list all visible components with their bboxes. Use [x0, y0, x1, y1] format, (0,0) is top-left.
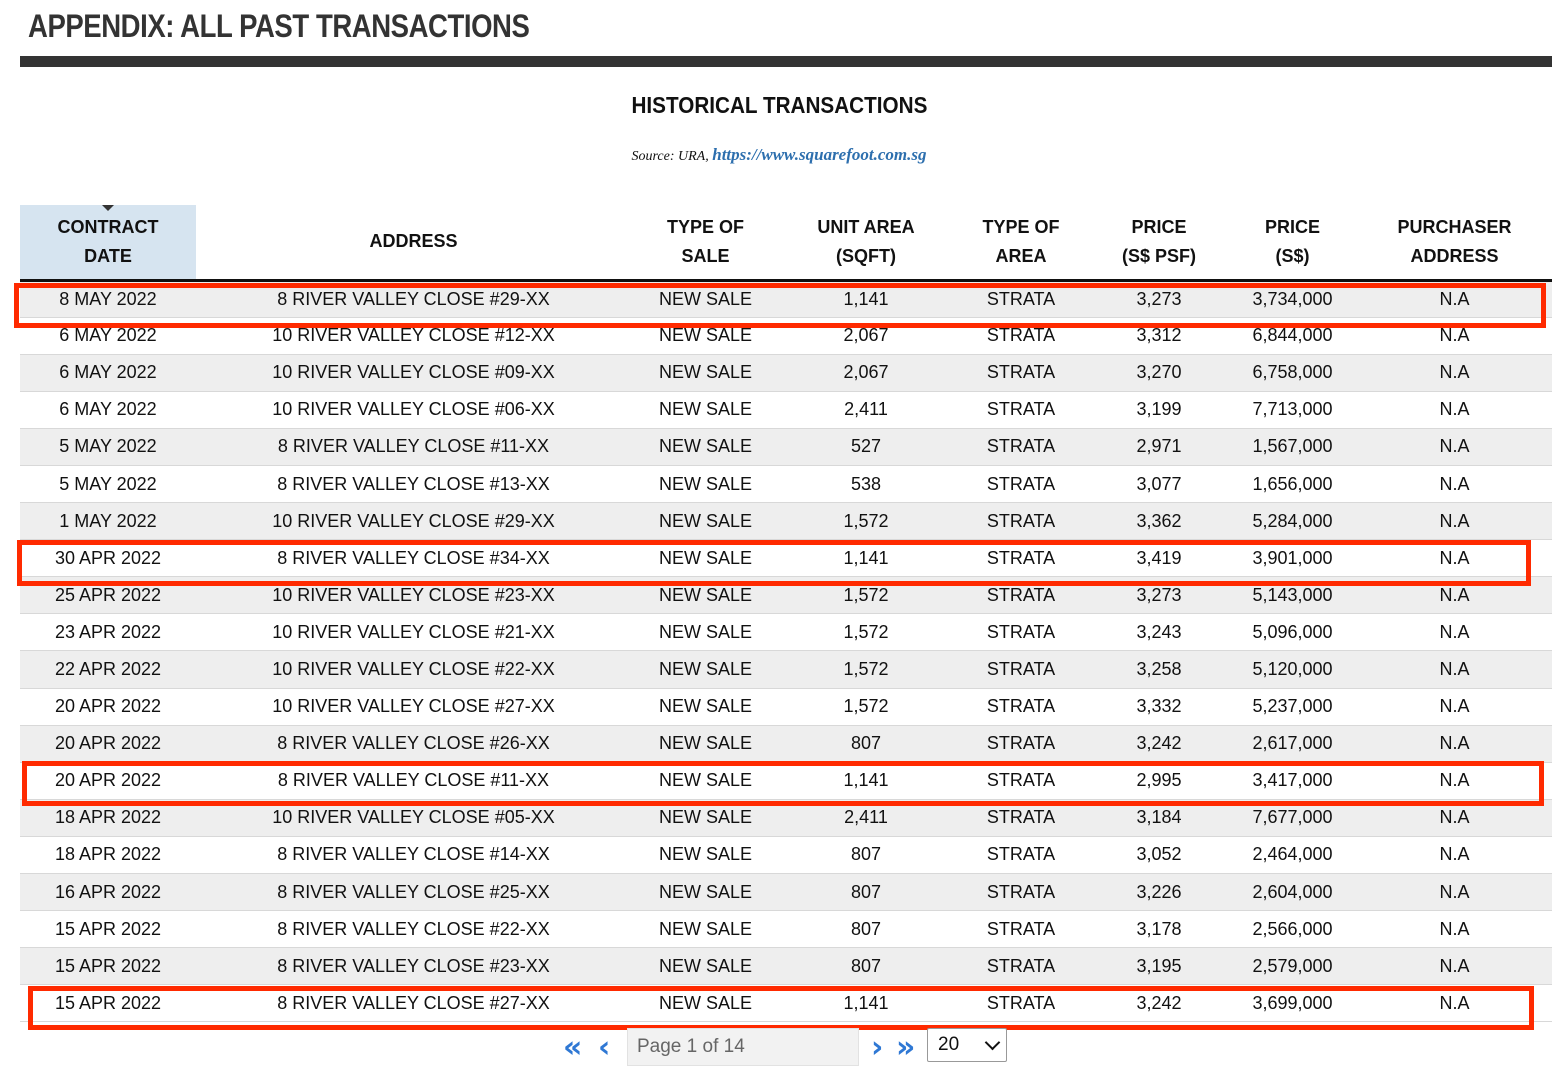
cell-type-of-area: STRATA: [952, 985, 1090, 1022]
cell-type-of-sale: NEW SALE: [631, 762, 780, 799]
sort-descending-icon: [102, 205, 114, 211]
cell-type-of-area: STRATA: [952, 911, 1090, 948]
cell-address: 8 RIVER VALLEY CLOSE #34-XX: [196, 540, 631, 577]
cell-contract-date: 15 APR 2022: [20, 911, 196, 948]
cell-purchaser-address: N.A: [1357, 836, 1552, 873]
table-row[interactable]: [20, 428, 1552, 465]
cell-address: 8 RIVER VALLEY CLOSE #27-XX: [196, 985, 631, 1022]
table-row[interactable]: [20, 354, 1552, 391]
cell-type-of-sale: NEW SALE: [631, 540, 780, 577]
cell-price: 3,699,000: [1228, 985, 1357, 1022]
cell-price: 5,284,000: [1228, 503, 1357, 540]
page-info-field[interactable]: Page 1 of 14: [627, 1028, 859, 1066]
cell-unit-area: 1,141: [780, 540, 952, 577]
chevron-down-icon: [985, 1035, 1001, 1051]
table-row[interactable]: [20, 651, 1552, 688]
cell-price: 6,844,000: [1228, 317, 1357, 354]
cell-purchaser-address: N.A: [1357, 874, 1552, 911]
cell-unit-area: 2,067: [780, 354, 952, 391]
cell-unit-area: 527: [780, 428, 952, 465]
cell-type-of-area: STRATA: [952, 428, 1090, 465]
cell-price: 1,656,000: [1228, 465, 1357, 502]
cell-address: 8 RIVER VALLEY CLOSE #29-XX: [196, 280, 631, 317]
header-price-psf[interactable]: PRICE (S$ PSF): [1090, 205, 1228, 280]
cell-price: 2,604,000: [1228, 874, 1357, 911]
table-row[interactable]: [20, 725, 1552, 762]
cell-price-psf: 3,052: [1090, 836, 1228, 873]
chevron-left-icon[interactable]: ‹: [598, 1030, 611, 1065]
table-row[interactable]: [20, 911, 1552, 948]
cell-price: 5,120,000: [1228, 651, 1357, 688]
appendix-title: APPENDIX: ALL PAST TRANSACTIONS: [28, 8, 530, 44]
cell-type-of-sale: NEW SALE: [631, 725, 780, 762]
table-row[interactable]: [20, 465, 1552, 502]
cell-type-of-area: STRATA: [952, 614, 1090, 651]
cell-price: 5,143,000: [1228, 577, 1357, 614]
page-size-select[interactable]: [927, 1028, 1007, 1062]
table-row[interactable]: [20, 985, 1552, 1022]
cell-price: 3,901,000: [1228, 540, 1357, 577]
cell-type-of-area: STRATA: [952, 465, 1090, 502]
page-size-value: 20: [938, 1034, 960, 1055]
cell-contract-date: 5 MAY 2022: [20, 465, 196, 502]
cell-type-of-area: STRATA: [952, 948, 1090, 985]
cell-contract-date: 18 APR 2022: [20, 799, 196, 836]
cell-purchaser-address: N.A: [1357, 428, 1552, 465]
header-address[interactable]: ADDRESS: [196, 205, 631, 280]
cell-type-of-area: STRATA: [952, 651, 1090, 688]
cell-price-psf: 3,258: [1090, 651, 1228, 688]
cell-purchaser-address: N.A: [1357, 725, 1552, 762]
cell-price-psf: 3,270: [1090, 354, 1228, 391]
table-row[interactable]: [20, 948, 1552, 985]
cell-price-psf: 3,184: [1090, 799, 1228, 836]
table-row[interactable]: [20, 577, 1552, 614]
cell-address: 8 RIVER VALLEY CLOSE #22-XX: [196, 911, 631, 948]
table-title: [0, 92, 1558, 119]
cell-type-of-sale: NEW SALE: [631, 911, 780, 948]
cell-contract-date: 23 APR 2022: [20, 614, 196, 651]
cell-purchaser-address: N.A: [1357, 799, 1552, 836]
cell-type-of-sale: NEW SALE: [631, 280, 780, 317]
cell-price-psf: 3,242: [1090, 985, 1228, 1022]
header-type-of-sale[interactable]: TYPE OF SALE: [631, 205, 780, 280]
header-unit-area[interactable]: UNIT AREA (SQFT): [780, 205, 952, 280]
cell-contract-date: 20 APR 2022: [20, 688, 196, 725]
cell-unit-area: 2,067: [780, 317, 952, 354]
cell-contract-date: 6 MAY 2022: [20, 354, 196, 391]
cell-price-psf: 2,971: [1090, 428, 1228, 465]
cell-price-psf: 3,332: [1090, 688, 1228, 725]
table-row[interactable]: [20, 317, 1552, 354]
cell-type-of-area: STRATA: [952, 354, 1090, 391]
cell-unit-area: 2,411: [780, 391, 952, 428]
cell-address: 10 RIVER VALLEY CLOSE #29-XX: [196, 503, 631, 540]
cell-unit-area: 1,141: [780, 280, 952, 317]
cell-price-psf: 3,273: [1090, 577, 1228, 614]
cell-price: 1,567,000: [1228, 428, 1357, 465]
cell-unit-area: 1,572: [780, 503, 952, 540]
cell-contract-date: 20 APR 2022: [20, 762, 196, 799]
cell-type-of-sale: NEW SALE: [631, 948, 780, 985]
table-row[interactable]: [20, 874, 1552, 911]
cell-address: 10 RIVER VALLEY CLOSE #12-XX: [196, 317, 631, 354]
cell-purchaser-address: N.A: [1357, 317, 1552, 354]
cell-price-psf: 3,362: [1090, 503, 1228, 540]
double-chevron-right-icon[interactable]: »: [896, 1030, 916, 1065]
cell-price-psf: 3,273: [1090, 280, 1228, 317]
cell-address: 8 RIVER VALLEY CLOSE #14-XX: [196, 836, 631, 873]
cell-purchaser-address: N.A: [1357, 465, 1552, 502]
cell-contract-date: 20 APR 2022: [20, 725, 196, 762]
cell-type-of-area: STRATA: [952, 762, 1090, 799]
cell-type-of-sale: NEW SALE: [631, 503, 780, 540]
cell-unit-area: 807: [780, 948, 952, 985]
cell-unit-area: 807: [780, 874, 952, 911]
double-chevron-left-icon[interactable]: «: [563, 1030, 583, 1065]
cell-purchaser-address: N.A: [1357, 762, 1552, 799]
cell-price: 6,758,000: [1228, 354, 1357, 391]
cell-address: 8 RIVER VALLEY CLOSE #11-XX: [196, 428, 631, 465]
cell-type-of-sale: NEW SALE: [631, 428, 780, 465]
cell-address: 10 RIVER VALLEY CLOSE #22-XX: [196, 651, 631, 688]
cell-contract-date: 22 APR 2022: [20, 651, 196, 688]
cell-address: 8 RIVER VALLEY CLOSE #26-XX: [196, 725, 631, 762]
source-line: [0, 145, 1558, 165]
cell-price: 2,579,000: [1228, 948, 1357, 985]
table-row[interactable]: [20, 688, 1552, 725]
chevron-right-icon[interactable]: ›: [871, 1030, 884, 1065]
cell-price: 2,464,000: [1228, 836, 1357, 873]
cell-type-of-sale: NEW SALE: [631, 688, 780, 725]
cell-unit-area: 1,572: [780, 614, 952, 651]
table-row[interactable]: [20, 503, 1552, 540]
cell-price: 3,417,000: [1228, 762, 1357, 799]
table-row[interactable]: [20, 799, 1552, 836]
header-type-of-area[interactable]: TYPE OF AREA: [952, 205, 1090, 280]
cell-address: 10 RIVER VALLEY CLOSE #05-XX: [196, 799, 631, 836]
cell-type-of-sale: NEW SALE: [631, 874, 780, 911]
cell-contract-date: 15 APR 2022: [20, 985, 196, 1022]
cell-type-of-sale: NEW SALE: [631, 391, 780, 428]
cell-price-psf: 3,199: [1090, 391, 1228, 428]
pagination-bar: [0, 1028, 1558, 1068]
cell-price-psf: 3,243: [1090, 614, 1228, 651]
cell-type-of-area: STRATA: [952, 280, 1090, 317]
cell-unit-area: 807: [780, 725, 952, 762]
cell-type-of-area: STRATA: [952, 503, 1090, 540]
table-title-text: HISTORICAL TRANSACTIONS: [631, 92, 927, 118]
cell-type-of-area: STRATA: [952, 317, 1090, 354]
cell-type-of-area: STRATA: [952, 836, 1090, 873]
cell-purchaser-address: N.A: [1357, 577, 1552, 614]
cell-price-psf: 3,419: [1090, 540, 1228, 577]
table-row[interactable]: [20, 836, 1552, 873]
cell-purchaser-address: N.A: [1357, 503, 1552, 540]
cell-purchaser-address: N.A: [1357, 948, 1552, 985]
cell-type-of-area: STRATA: [952, 874, 1090, 911]
cell-address: 8 RIVER VALLEY CLOSE #23-XX: [196, 948, 631, 985]
cell-unit-area: 1,572: [780, 688, 952, 725]
source-prefix: Source: URA,: [631, 149, 709, 164]
transactions-table: [20, 205, 1552, 1022]
cell-contract-date: 6 MAY 2022: [20, 391, 196, 428]
transactions-table-wrapper: [20, 205, 1552, 1022]
cell-address: 10 RIVER VALLEY CLOSE #23-XX: [196, 577, 631, 614]
cell-unit-area: 1,572: [780, 577, 952, 614]
cell-address: 10 RIVER VALLEY CLOSE #27-XX: [196, 688, 631, 725]
cell-address: 10 RIVER VALLEY CLOSE #21-XX: [196, 614, 631, 651]
table-row[interactable]: [20, 280, 1552, 317]
header-price[interactable]: PRICE (S$): [1228, 205, 1357, 280]
table-body: [20, 280, 1552, 1022]
cell-purchaser-address: N.A: [1357, 354, 1552, 391]
cell-purchaser-address: N.A: [1357, 688, 1552, 725]
table-row[interactable]: [20, 391, 1552, 428]
cell-price-psf: 3,178: [1090, 911, 1228, 948]
cell-type-of-sale: NEW SALE: [631, 836, 780, 873]
cell-purchaser-address: N.A: [1357, 651, 1552, 688]
cell-address: 10 RIVER VALLEY CLOSE #06-XX: [196, 391, 631, 428]
cell-price-psf: 3,195: [1090, 948, 1228, 985]
cell-price: 2,566,000: [1228, 911, 1357, 948]
cell-type-of-sale: NEW SALE: [631, 651, 780, 688]
cell-unit-area: 1,141: [780, 762, 952, 799]
cell-type-of-sale: NEW SALE: [631, 614, 780, 651]
source-link[interactable]: https://www.squarefoot.com.sg: [712, 145, 927, 164]
cell-address: 10 RIVER VALLEY CLOSE #09-XX: [196, 354, 631, 391]
cell-type-of-sale: NEW SALE: [631, 985, 780, 1022]
cell-address: 8 RIVER VALLEY CLOSE #11-XX: [196, 762, 631, 799]
cell-unit-area: 2,411: [780, 799, 952, 836]
title-divider-bar: [20, 56, 1552, 67]
cell-unit-area: 1,572: [780, 651, 952, 688]
cell-purchaser-address: N.A: [1357, 391, 1552, 428]
cell-purchaser-address: N.A: [1357, 985, 1552, 1022]
table-row[interactable]: [20, 614, 1552, 651]
cell-type-of-area: STRATA: [952, 725, 1090, 762]
cell-contract-date: 18 APR 2022: [20, 836, 196, 873]
cell-contract-date: 30 APR 2022: [20, 540, 196, 577]
header-purchaser-address[interactable]: PURCHASER ADDRESS: [1357, 205, 1552, 280]
cell-price: 7,713,000: [1228, 391, 1357, 428]
table-row[interactable]: [20, 762, 1552, 799]
cell-contract-date: 1 MAY 2022: [20, 503, 196, 540]
cell-contract-date: 8 MAY 2022: [20, 280, 196, 317]
cell-address: 8 RIVER VALLEY CLOSE #13-XX: [196, 465, 631, 502]
cell-price: 7,677,000: [1228, 799, 1357, 836]
cell-price-psf: 3,242: [1090, 725, 1228, 762]
cell-unit-area: 807: [780, 911, 952, 948]
cell-price: 2,617,000: [1228, 725, 1357, 762]
cell-contract-date: 15 APR 2022: [20, 948, 196, 985]
cell-purchaser-address: N.A: [1357, 614, 1552, 651]
cell-contract-date: 16 APR 2022: [20, 874, 196, 911]
cell-price: 5,237,000: [1228, 688, 1357, 725]
cell-type-of-area: STRATA: [952, 688, 1090, 725]
cell-type-of-sale: NEW SALE: [631, 317, 780, 354]
cell-type-of-area: STRATA: [952, 391, 1090, 428]
cell-purchaser-address: N.A: [1357, 911, 1552, 948]
cell-type-of-area: STRATA: [952, 577, 1090, 614]
cell-contract-date: 5 MAY 2022: [20, 428, 196, 465]
cell-purchaser-address: N.A: [1357, 540, 1552, 577]
cell-type-of-sale: NEW SALE: [631, 799, 780, 836]
cell-contract-date: 6 MAY 2022: [20, 317, 196, 354]
cell-type-of-area: STRATA: [952, 799, 1090, 836]
header-contract-date[interactable]: CONTRACT DATE: [20, 205, 196, 280]
cell-price-psf: 3,226: [1090, 874, 1228, 911]
cell-price: 3,734,000: [1228, 280, 1357, 317]
cell-price: 5,096,000: [1228, 614, 1357, 651]
cell-unit-area: 807: [780, 836, 952, 873]
cell-price-psf: 2,995: [1090, 762, 1228, 799]
table-header-row: [20, 205, 1552, 280]
table-row[interactable]: [20, 540, 1552, 577]
cell-unit-area: 1,141: [780, 985, 952, 1022]
cell-type-of-sale: NEW SALE: [631, 577, 780, 614]
cell-type-of-area: STRATA: [952, 540, 1090, 577]
cell-type-of-sale: NEW SALE: [631, 465, 780, 502]
cell-type-of-sale: NEW SALE: [631, 354, 780, 391]
cell-purchaser-address: N.A: [1357, 280, 1552, 317]
cell-contract-date: 25 APR 2022: [20, 577, 196, 614]
cell-unit-area: 538: [780, 465, 952, 502]
cell-price-psf: 3,312: [1090, 317, 1228, 354]
cell-address: 8 RIVER VALLEY CLOSE #25-XX: [196, 874, 631, 911]
cell-price-psf: 3,077: [1090, 465, 1228, 502]
